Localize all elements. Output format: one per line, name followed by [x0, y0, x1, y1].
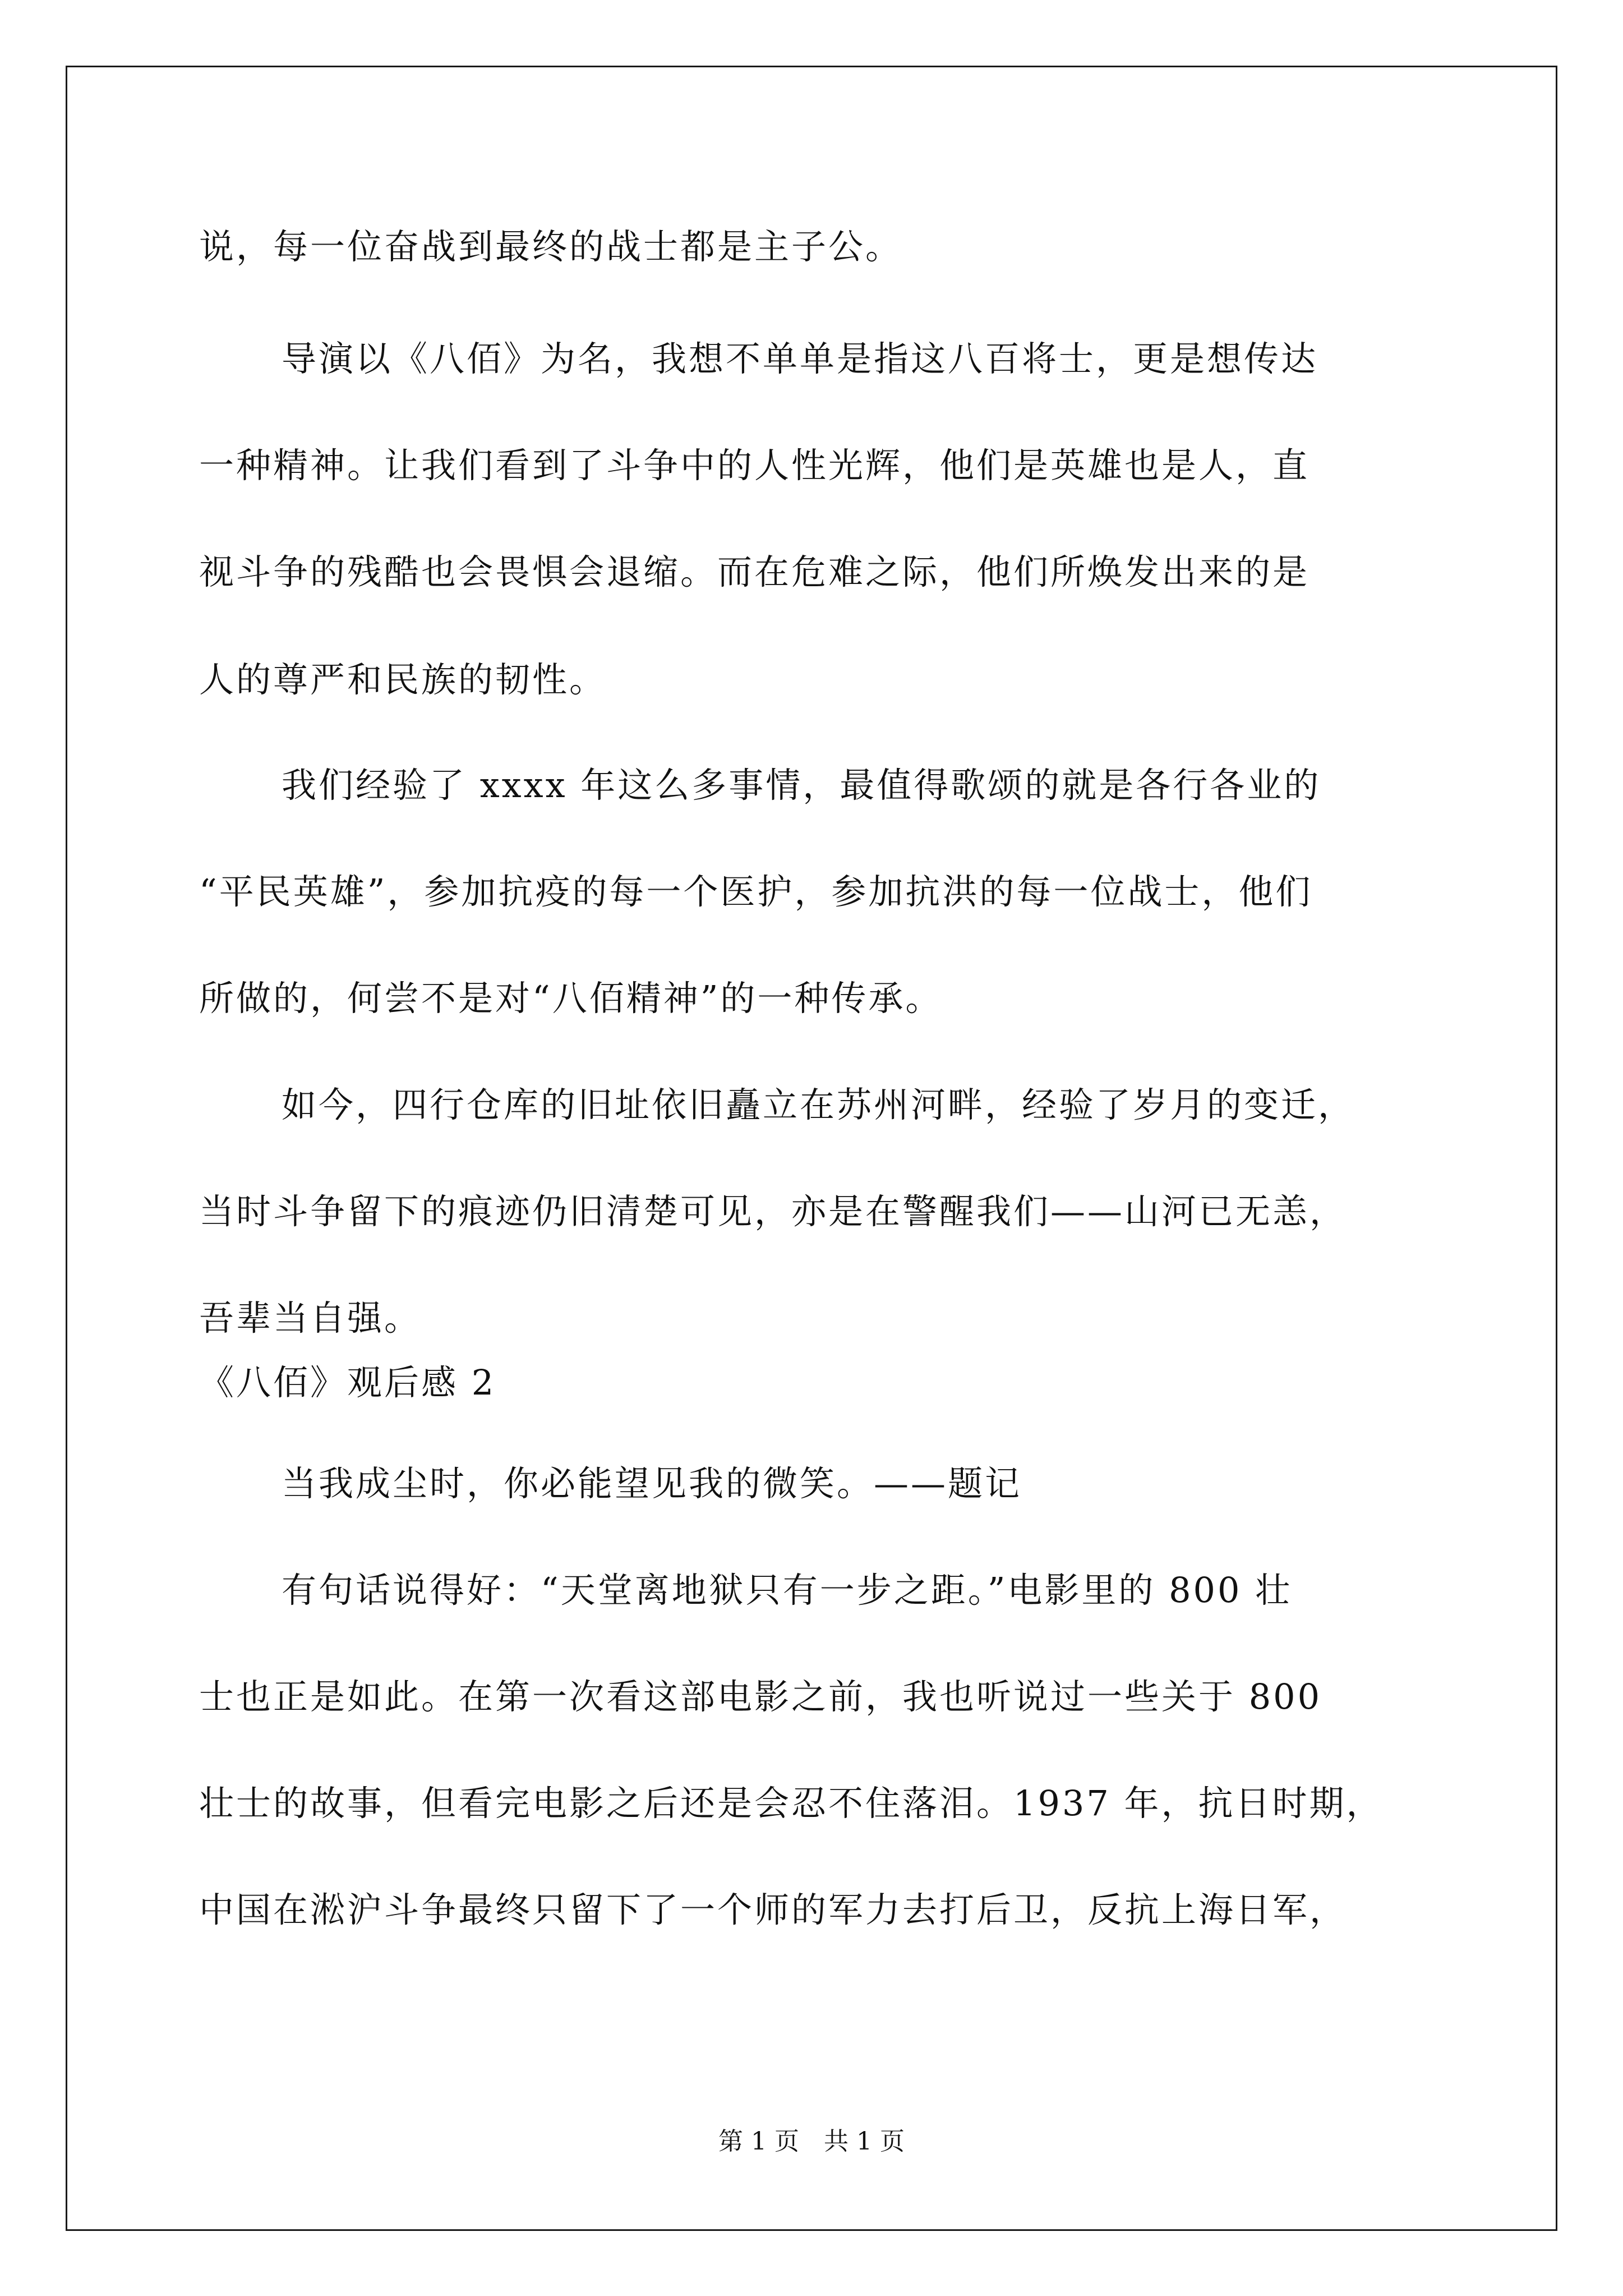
text-line: 所做的，何尝不是对“八佰精神”的一种传承。 — [199, 978, 943, 1019]
text-line: 说，每一位奋战到最终的战士都是主子公。 — [199, 226, 903, 267]
text-line: 人的尊严和民族的韧性。 — [199, 659, 607, 700]
text-line: 吾辈当自强。 — [199, 1297, 422, 1338]
text-line: 导演以《八佰》为名，我想不单单是指这八百将士，更是想传达 — [282, 338, 1318, 379]
text-line: 士也正是如此。在第一次看这部电影之前，我也听说过一些关于 800 — [199, 1676, 1322, 1717]
text-line: 当时斗争留下的痕迹仍旧清楚可见，亦是在警醒我们——山河已无恙， — [199, 1191, 1347, 1232]
text-line: 视斗争的残酷也会畏惧会退缩。而在危难之际，他们所焕发出来的是 — [199, 551, 1310, 592]
text-line: 我们经验了 xxxx 年这么多事情，最值得歌颂的就是各行各业的 — [282, 765, 1321, 806]
epigraph: 当我成尘时，你必能望见我的微笑。——题记 — [282, 1463, 1022, 1504]
text-line: 如今，四行仓库的旧址依旧矗立在苏州河畔，经验了岁月的变迁， — [282, 1084, 1355, 1125]
text-line: 有句话说得好：“天堂离地狱只有一步之距。”电影里的 800 壮 — [282, 1570, 1293, 1611]
page-footer: 第 1 页 共 1 页 — [718, 2127, 905, 2156]
section-heading: 《八佰》观后感 2 — [199, 1362, 496, 1403]
text-line: 一种精神。让我们看到了斗争中的人性光辉，他们是英雄也是人，直 — [199, 445, 1310, 486]
text-line: 壮士的故事，但看完电影之后还是会忍不住落泪。1937 年，抗日时期， — [199, 1783, 1384, 1824]
text-line: “平民英雄”，参加抗疫的每一个医护，参加抗洪的每一位战士，他们 — [199, 871, 1313, 912]
text-line: 中国在淞沪斗争最终只留下了一个师的军力去打后卫，反抗上海日军， — [199, 1889, 1347, 1930]
